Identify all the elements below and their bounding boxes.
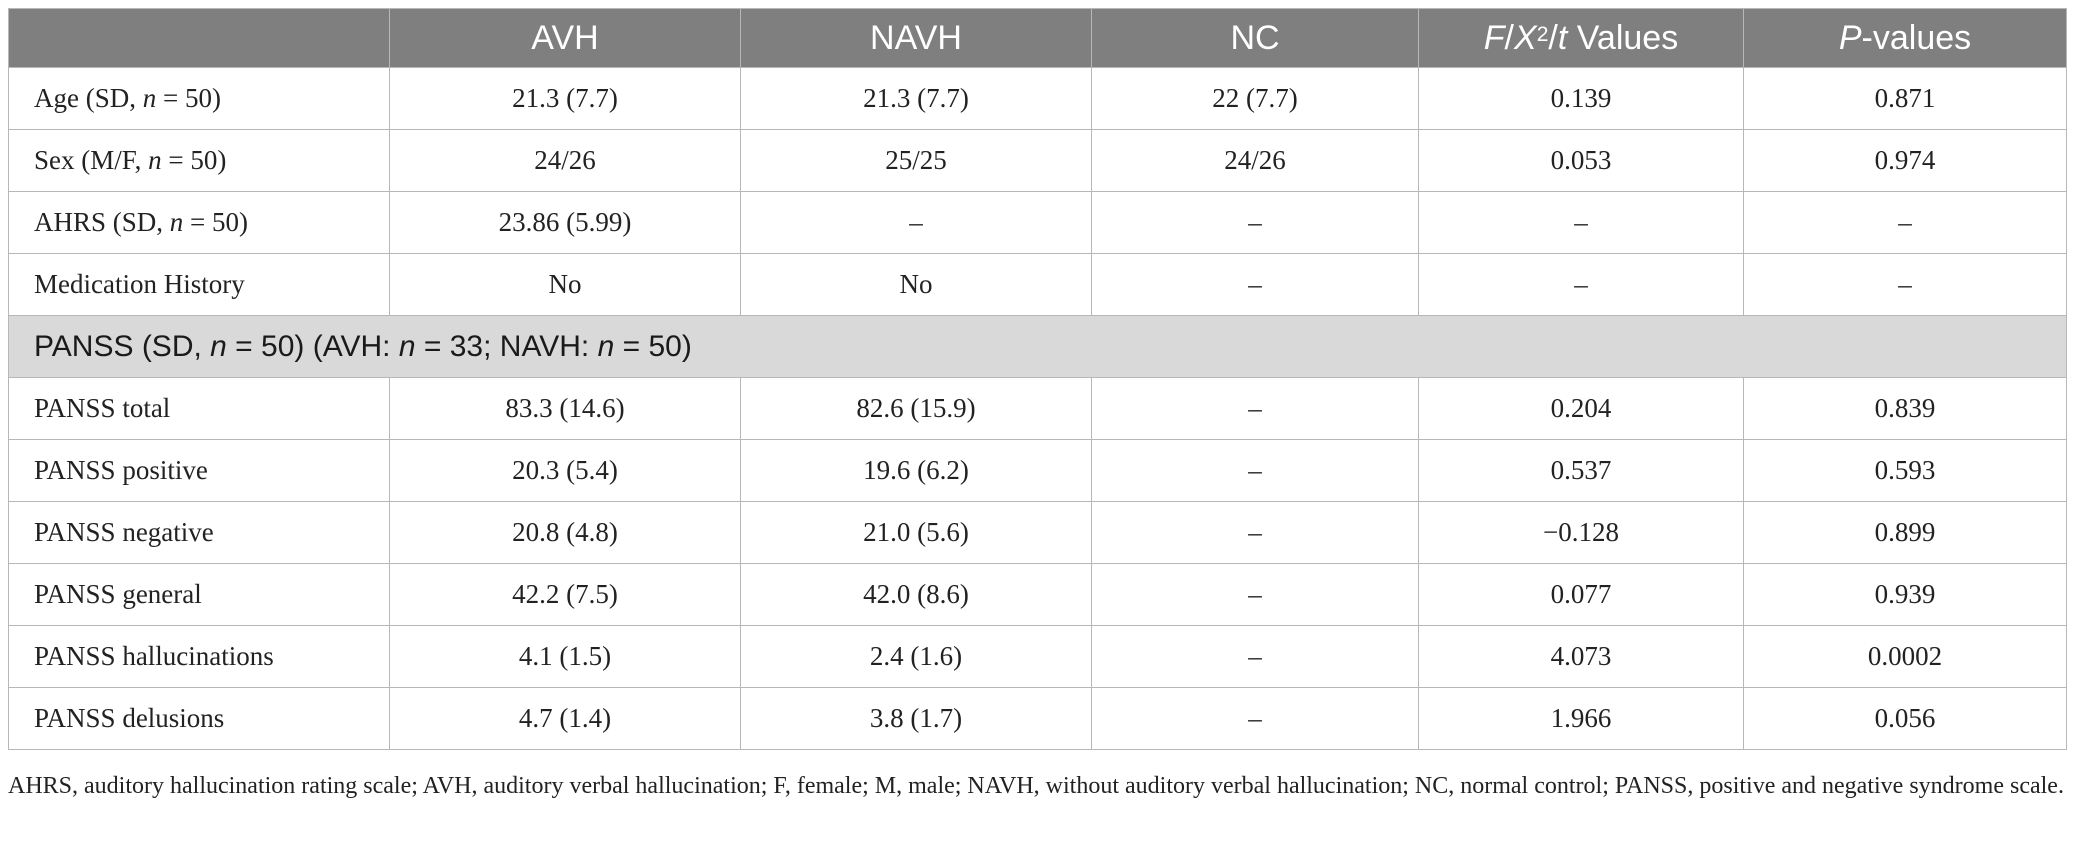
label-text: AHRS (SD,	[34, 207, 170, 237]
header-blank-cell	[9, 9, 390, 68]
cell-stat: –	[1419, 254, 1744, 316]
cell-navh: 3.8 (1.7)	[741, 688, 1092, 750]
cell-avh: 20.3 (5.4)	[390, 440, 741, 502]
header-stat-x: X	[1514, 18, 1537, 57]
row-label: PANSS general	[9, 564, 390, 626]
cell-p: 0.839	[1744, 378, 2067, 440]
row-label: PANSS hallucinations	[9, 626, 390, 688]
row-label	[9, 254, 390, 316]
cell-p: 0.974	[1744, 130, 2067, 192]
label-n: n	[142, 83, 157, 113]
cell-navh: –	[741, 192, 1092, 254]
cell-stat: −0.128	[1419, 502, 1744, 564]
cell-stat: 0.053	[1419, 130, 1744, 192]
row-label: PANSS delusions	[9, 688, 390, 750]
section-n: n	[210, 329, 227, 363]
cell-stat: 1.966	[1419, 688, 1744, 750]
header-avh: AVH	[390, 9, 741, 68]
header-stat-values	[1419, 9, 1744, 68]
label-text-post: = 50)	[183, 207, 248, 237]
cell-nc: –	[1092, 626, 1419, 688]
cell-p: –	[1744, 254, 2067, 316]
header-stat-rest: Values	[1567, 18, 1679, 57]
row-label	[9, 68, 390, 130]
label-text-post: = 50)	[156, 83, 221, 113]
table-row-age	[9, 68, 2067, 130]
cell-p: 0.939	[1744, 564, 2067, 626]
cell-nc: –	[1092, 254, 1419, 316]
cell-navh: 2.4 (1.6)	[741, 626, 1092, 688]
cell-nc: –	[1092, 502, 1419, 564]
section-n: n	[398, 329, 416, 363]
cell-stat: 0.537	[1419, 440, 1744, 502]
cell-nc: –	[1092, 688, 1419, 750]
row-label: PANSS total	[9, 378, 390, 440]
section-header-panss	[9, 316, 2067, 378]
section-text: = 50) (AVH:	[226, 329, 399, 363]
cell-avh: 4.7 (1.4)	[390, 688, 741, 750]
cell-navh: No	[741, 254, 1092, 316]
cell-navh: 25/25	[741, 130, 1092, 192]
cell-p: 0.0002	[1744, 626, 2067, 688]
cell-p: 0.871	[1744, 68, 2067, 130]
section-text: = 50)	[614, 329, 692, 363]
label-text-post: = 50)	[161, 145, 227, 175]
cell-nc: 22 (7.7)	[1092, 68, 1419, 130]
header-p-letter: P	[1838, 18, 1862, 57]
demographics-table	[8, 8, 2067, 750]
cell-navh: 42.0 (8.6)	[741, 564, 1092, 626]
cell-navh: 21.0 (5.6)	[741, 502, 1092, 564]
section-n: n	[597, 329, 615, 363]
header-p-values	[1744, 9, 2067, 68]
cell-navh: 19.6 (6.2)	[741, 440, 1092, 502]
table-row-sex	[9, 130, 2067, 192]
table-header-row	[9, 9, 2067, 68]
section-header-row	[9, 316, 2067, 378]
cell-p: 0.593	[1744, 440, 2067, 502]
table-footnote: AHRS, auditory hallucination rating scale; AVH, auditory verbal hallucination; F, female; M, male; NAVH, without auditory verbal hallucination; NC, normal control; PANSS, positive and negative syndrome scale.	[8, 773, 2064, 799]
header-stat-t: t	[1557, 18, 1568, 57]
table-row-panss-delusions	[9, 688, 2067, 750]
cell-avh: 21.3 (7.7)	[390, 68, 741, 130]
cell-nc: –	[1092, 378, 1419, 440]
table-row-panss-negative	[9, 502, 2067, 564]
cell-stat: 0.077	[1419, 564, 1744, 626]
label-text: Age (SD,	[34, 83, 143, 113]
cell-stat: 0.139	[1419, 68, 1744, 130]
row-label: PANSS negative	[9, 502, 390, 564]
demographics-table-container	[8, 8, 2066, 750]
header-navh: NAVH	[741, 9, 1092, 68]
cell-avh: 4.1 (1.5)	[390, 626, 741, 688]
table-row-panss-hallucinations	[9, 626, 2067, 688]
header-stat-slash-1: /	[1504, 18, 1514, 57]
table-row-medication	[9, 254, 2067, 316]
header-nc: NC	[1092, 9, 1419, 68]
section-text: PANSS (SD,	[34, 329, 211, 363]
cell-p: –	[1744, 192, 2067, 254]
cell-avh: 83.3 (14.6)	[390, 378, 741, 440]
cell-nc: –	[1092, 192, 1419, 254]
cell-p: 0.056	[1744, 688, 2067, 750]
header-p-rest: -values	[1861, 18, 1972, 57]
row-label: PANSS positive	[9, 440, 390, 502]
label-n: n	[148, 145, 162, 175]
cell-stat: 0.204	[1419, 378, 1744, 440]
table-row-panss-positive	[9, 440, 2067, 502]
table-row-panss-total	[9, 378, 2067, 440]
cell-avh: No	[390, 254, 741, 316]
label-n: n	[169, 207, 184, 237]
cell-stat: 4.073	[1419, 626, 1744, 688]
row-label	[9, 192, 390, 254]
header-stat-f: F	[1483, 18, 1505, 57]
cell-nc: 24/26	[1092, 130, 1419, 192]
row-label	[9, 130, 390, 192]
cell-avh: 24/26	[390, 130, 741, 192]
header-stat-sup: 2	[1536, 23, 1549, 47]
cell-navh: 21.3 (7.7)	[741, 68, 1092, 130]
cell-avh: 23.86 (5.99)	[390, 192, 741, 254]
label-text: Medication History	[34, 269, 245, 299]
cell-nc: –	[1092, 440, 1419, 502]
cell-avh: 42.2 (7.5)	[390, 564, 741, 626]
section-text: = 33; NAVH:	[415, 329, 598, 363]
cell-avh: 20.8 (4.8)	[390, 502, 741, 564]
table-row-panss-general	[9, 564, 2067, 626]
cell-navh: 82.6 (15.9)	[741, 378, 1092, 440]
header-stat-slash-2: /	[1548, 18, 1558, 57]
cell-nc: –	[1092, 564, 1419, 626]
label-text: Sex (M/F,	[34, 145, 149, 175]
table-row-ahrs	[9, 192, 2067, 254]
cell-stat: –	[1419, 192, 1744, 254]
cell-p: 0.899	[1744, 502, 2067, 564]
